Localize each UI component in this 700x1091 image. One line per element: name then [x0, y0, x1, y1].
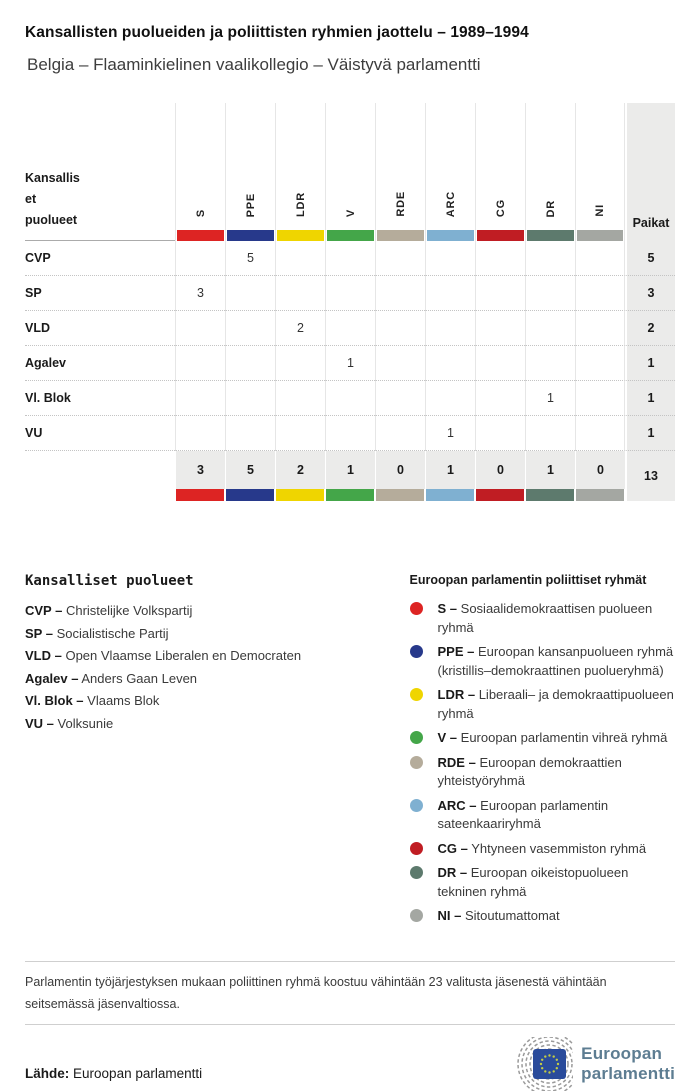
group-color-bar	[477, 230, 524, 241]
cell	[375, 346, 425, 381]
cell	[425, 346, 475, 381]
column-header-v: V	[325, 103, 375, 241]
cell	[375, 416, 425, 451]
group-color-bar	[177, 230, 224, 241]
party-label: SP	[25, 276, 175, 311]
total-cell: 1	[325, 451, 375, 489]
group-legend-item: RDE – Euroopan demokraattien yhteistyöryhmä	[410, 754, 675, 791]
cell	[425, 276, 475, 311]
source-row	[25, 1037, 675, 1091]
legend-groups-title: Euroopan parlamentin poliittiset ryhmät	[409, 573, 647, 587]
eu-flag-icon	[533, 1049, 566, 1079]
group-color-dot	[410, 731, 423, 744]
cell	[375, 311, 425, 346]
total-cell: 2	[275, 451, 325, 489]
legend-parties-title: Kansalliset puolueet	[25, 573, 194, 589]
party-label: CVP	[25, 241, 175, 276]
group-legend-item: S – Sosiaalidemokraattisen puolueen ryhmä	[410, 600, 675, 637]
cell	[475, 241, 525, 276]
party-label: VU	[25, 416, 175, 451]
cell	[325, 241, 375, 276]
cell	[475, 381, 525, 416]
group-color-bar	[577, 230, 623, 241]
seats-cell: 1	[625, 416, 675, 451]
group-legend-item: ARC – Euroopan parlamentin sateenkaariryhmä	[410, 797, 675, 834]
group-color-bar	[527, 230, 574, 241]
cell	[275, 276, 325, 311]
total-cell: 1	[525, 451, 575, 489]
cell	[525, 311, 575, 346]
cell	[175, 311, 225, 346]
cell	[525, 346, 575, 381]
logo-wordmark: Euroopan parlamentti	[581, 1043, 675, 1083]
cell	[275, 381, 325, 416]
cell: 3	[175, 276, 225, 311]
group-color-bar	[277, 230, 324, 241]
divider	[25, 1024, 675, 1025]
cell: 1	[525, 381, 575, 416]
cell	[325, 381, 375, 416]
party-legend-item: VLD – Open Vlaamse Liberalen en Democraten	[25, 648, 302, 663]
cell	[225, 416, 275, 451]
cell	[175, 241, 225, 276]
legend-political-groups	[410, 573, 675, 932]
cell: 5	[225, 241, 275, 276]
cell: 1	[325, 346, 375, 381]
group-color-bar	[575, 489, 625, 501]
column-header-ppe: PPE	[225, 103, 275, 241]
cell	[475, 346, 525, 381]
cell	[175, 381, 225, 416]
column-header-ni: NI	[575, 103, 625, 241]
group-color-bar	[325, 489, 375, 501]
cell	[575, 311, 625, 346]
column-header-s: S	[175, 103, 225, 241]
cell	[425, 311, 475, 346]
group-color-bar	[475, 489, 525, 501]
cell	[375, 276, 425, 311]
group-color-dot	[410, 909, 423, 922]
group-color-bar	[375, 489, 425, 501]
total-cell: 0	[475, 451, 525, 489]
total-cell: 0	[575, 451, 625, 489]
cell	[375, 381, 425, 416]
group-color-bar	[227, 230, 274, 241]
cell	[525, 241, 575, 276]
page-subtitle: Belgia – Flaaminkielinen vaalikollegio – Väistyvä parlamentti	[27, 55, 481, 74]
seats-cell: 1	[625, 346, 675, 381]
party-label: Agalev	[25, 346, 175, 381]
totals-row-label	[25, 451, 175, 489]
table-corner-header	[25, 103, 175, 241]
cell	[275, 416, 325, 451]
cell	[575, 346, 625, 381]
european-parliament-logo	[503, 1037, 675, 1091]
cell	[325, 416, 375, 451]
cell	[275, 241, 325, 276]
seats-cell: 2	[625, 311, 675, 346]
group-legend-item: LDR – Liberaali– ja demokraattipuolueen ryhmä	[410, 686, 675, 723]
group-legend-item: DR – Euroopan oikeistopuolueen tekninen ryhmä	[410, 864, 675, 901]
group-color-bar	[327, 230, 374, 241]
party-legend-item: Vl. Blok – Vlaams Blok	[25, 693, 160, 708]
cell	[275, 346, 325, 381]
cell	[425, 381, 475, 416]
column-header-rde: RDE	[375, 103, 425, 241]
party-legend-item: SP – Socialistische Partij	[25, 625, 169, 641]
group-color-dot	[410, 866, 423, 879]
column-header-dr: DR	[525, 103, 575, 241]
cell	[575, 241, 625, 276]
cell	[425, 241, 475, 276]
cell	[575, 416, 625, 451]
page-title: Kansallisten puolueiden ja poliittisten ryhmien jaottelu – 1989–1994	[25, 24, 529, 41]
cell	[225, 276, 275, 311]
group-color-dot	[410, 602, 423, 615]
party-legend-item: CVP – Christelijke Volkspartij	[25, 603, 193, 618]
cell	[475, 311, 525, 346]
party-legend-item: VU – Volksunie	[25, 715, 114, 731]
cell	[475, 416, 525, 451]
party-legend-item: Agalev – Anders Gaan Leven	[25, 670, 198, 686]
group-legend-item: PPE – Euroopan kansanpuolueen ryhmä (kristillis–demokraattinen puolueryhmä)	[410, 643, 675, 680]
cell	[525, 276, 575, 311]
group-color-bar	[377, 230, 424, 241]
cell	[325, 276, 375, 311]
cell: 1	[425, 416, 475, 451]
total-cell: 1	[425, 451, 475, 489]
group-color-dot	[410, 688, 423, 701]
group-color-dot	[410, 842, 423, 855]
group-color-dot	[410, 799, 423, 812]
group-legend-item: V – Euroopan parlamentin vihreä ryhmä	[410, 729, 675, 748]
legends	[25, 573, 675, 932]
group-legend-item: NI – Sitoutumattomat	[410, 907, 675, 926]
footnote: Parlamentin työjärjestyksen mukaan poliittinen ryhmä koostuu vähintään 23 valitusta jäsenestä vähintään seitsemässä jäsenvaltiossa.	[25, 974, 607, 1011]
cell	[375, 241, 425, 276]
seats-cell: 1	[625, 381, 675, 416]
cell	[325, 311, 375, 346]
column-header-ldr: LDR	[275, 103, 325, 241]
cell	[525, 416, 575, 451]
party-label: VLD	[25, 311, 175, 346]
column-header-arc: ARC	[425, 103, 475, 241]
group-color-dot	[410, 756, 423, 769]
group-color-bar	[525, 489, 575, 501]
group-color-bar	[175, 489, 225, 501]
legend-national-parties	[25, 573, 392, 932]
cell	[475, 276, 525, 311]
cell	[225, 346, 275, 381]
group-color-bar	[275, 489, 325, 501]
seats-cell: 5	[625, 241, 675, 276]
total-seats-cell: 13	[625, 451, 675, 501]
cell	[175, 346, 225, 381]
corner-line: Kansallis	[25, 171, 80, 185]
column-header-cg: CG	[475, 103, 525, 241]
hemicycle-icon	[503, 1037, 573, 1091]
group-color-bar	[427, 230, 474, 241]
divider	[25, 961, 675, 962]
corner-line: puolueet	[25, 213, 78, 227]
total-cell: 3	[175, 451, 225, 489]
total-cell: 5	[225, 451, 275, 489]
corner-line: et	[25, 192, 37, 206]
cell	[575, 381, 625, 416]
cell: 2	[275, 311, 325, 346]
cell	[175, 416, 225, 451]
colorbar-row-spacer	[25, 489, 175, 501]
seats-cell: 3	[625, 276, 675, 311]
total-cell: 0	[375, 451, 425, 489]
group-color-bar	[225, 489, 275, 501]
seats-table	[25, 103, 675, 501]
column-header-paikat: Paikat	[625, 103, 675, 241]
cell	[575, 276, 625, 311]
cell	[225, 311, 275, 346]
source-text: Lähde: Euroopan parlamentti	[25, 1065, 203, 1081]
group-legend-item: CG – Yhtyneen vasemmiston ryhmä	[410, 840, 675, 859]
group-color-bar	[425, 489, 475, 501]
cell	[225, 381, 275, 416]
group-color-dot	[410, 645, 423, 658]
party-label: Vl. Blok	[25, 381, 175, 416]
